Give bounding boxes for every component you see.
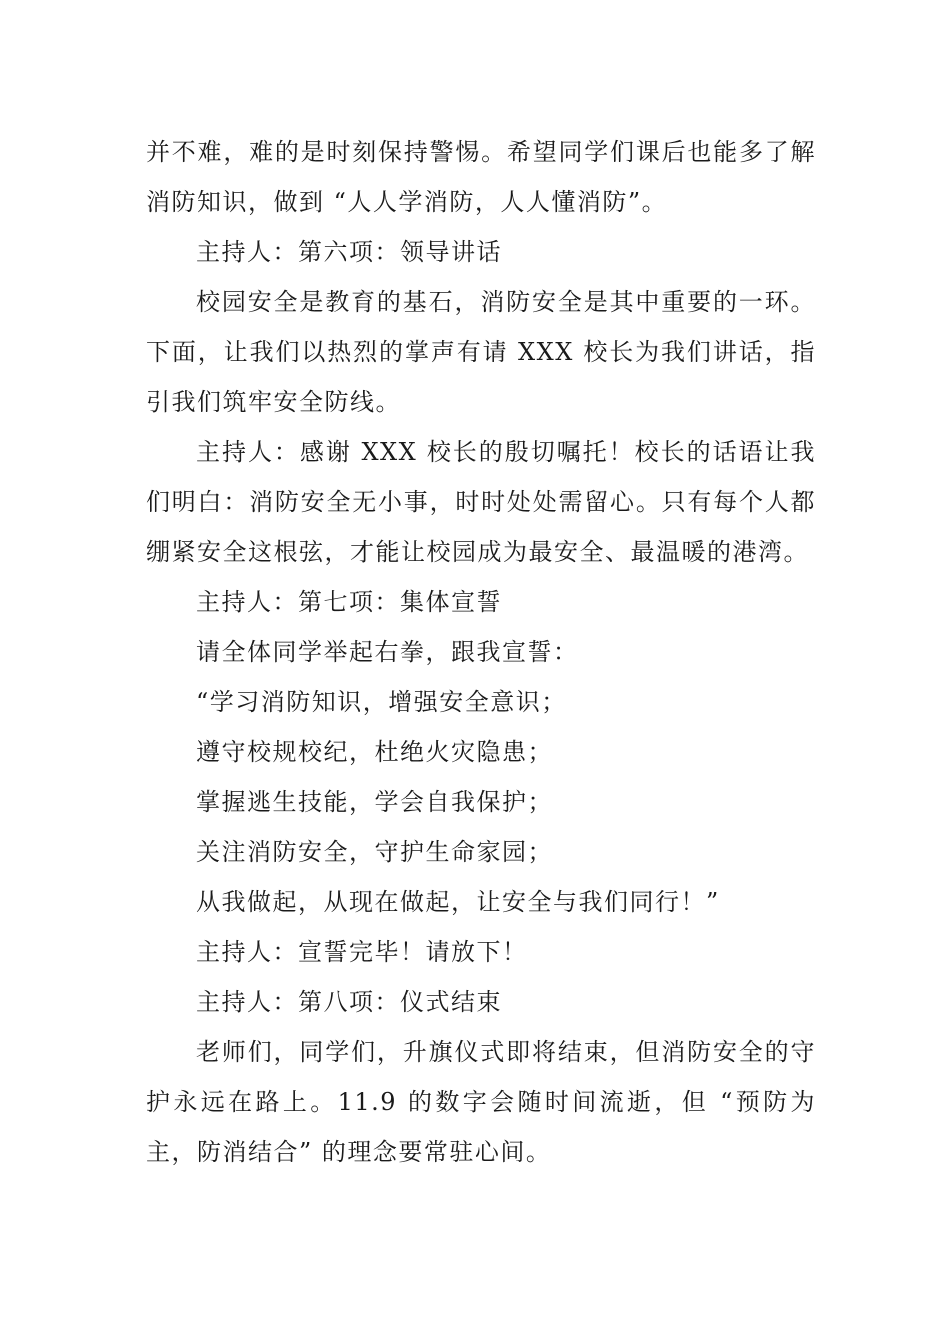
oath-line-1: “学习消防知识，增强安全意识； (196, 688, 567, 716)
paragraph-continuation: 并不难，难的是时刻保持警惕。希望同学们课后也能多了解消防知识，做到 “人人学消防，人人懂消防”。 (146, 138, 816, 216)
paragraph-host-thanks: 主持人：感谢 XXX 校长的殷切嘱托！校长的话语让我们明白：消防安全无小事，时时处处需留心。只有每个人都绷紧安全这根弦，才能让校园成为最安全、最温暖的港湾。 (146, 438, 816, 566)
paragraph-oath-instruction: 请全体同学举起右拳，跟我宣誓： (196, 638, 579, 666)
paragraph-closing: 老师们，同学们，升旗仪式即将结束，但消防安全的守护永远在路上。11.9 的数字会随时间流逝，但 “预防为主，防消结合” 的理念要常驻心间。 (146, 1038, 816, 1166)
paragraph-section-8-title: 主持人：第八项：仪式结束 (196, 988, 502, 1016)
oath-line-3: 掌握逃生技能，学会自我保护； (196, 788, 553, 816)
document-body (146, 127, 816, 1177)
paragraph-section-7-title: 主持人：第七项：集体宣誓 (196, 588, 502, 616)
oath-line-5: 从我做起，从现在做起，让安全与我们同行！” (196, 888, 720, 916)
oath-line-4: 关注消防安全，守护生命家园； (196, 838, 553, 866)
oath-line-2: 遵守校规校纪，杜绝火灾隐患； (196, 738, 553, 766)
paragraph-principal-intro: 校园安全是教育的基石，消防安全是其中重要的一环。下面，让我们以热烈的掌声有请 XXX 校长为我们讲话，指引我们筑牢安全防线。 (146, 288, 816, 416)
paragraph-section-6-title: 主持人：第六项：领导讲话 (196, 238, 502, 266)
paragraph-oath-complete: 主持人：宣誓完毕！请放下！ (196, 938, 528, 966)
